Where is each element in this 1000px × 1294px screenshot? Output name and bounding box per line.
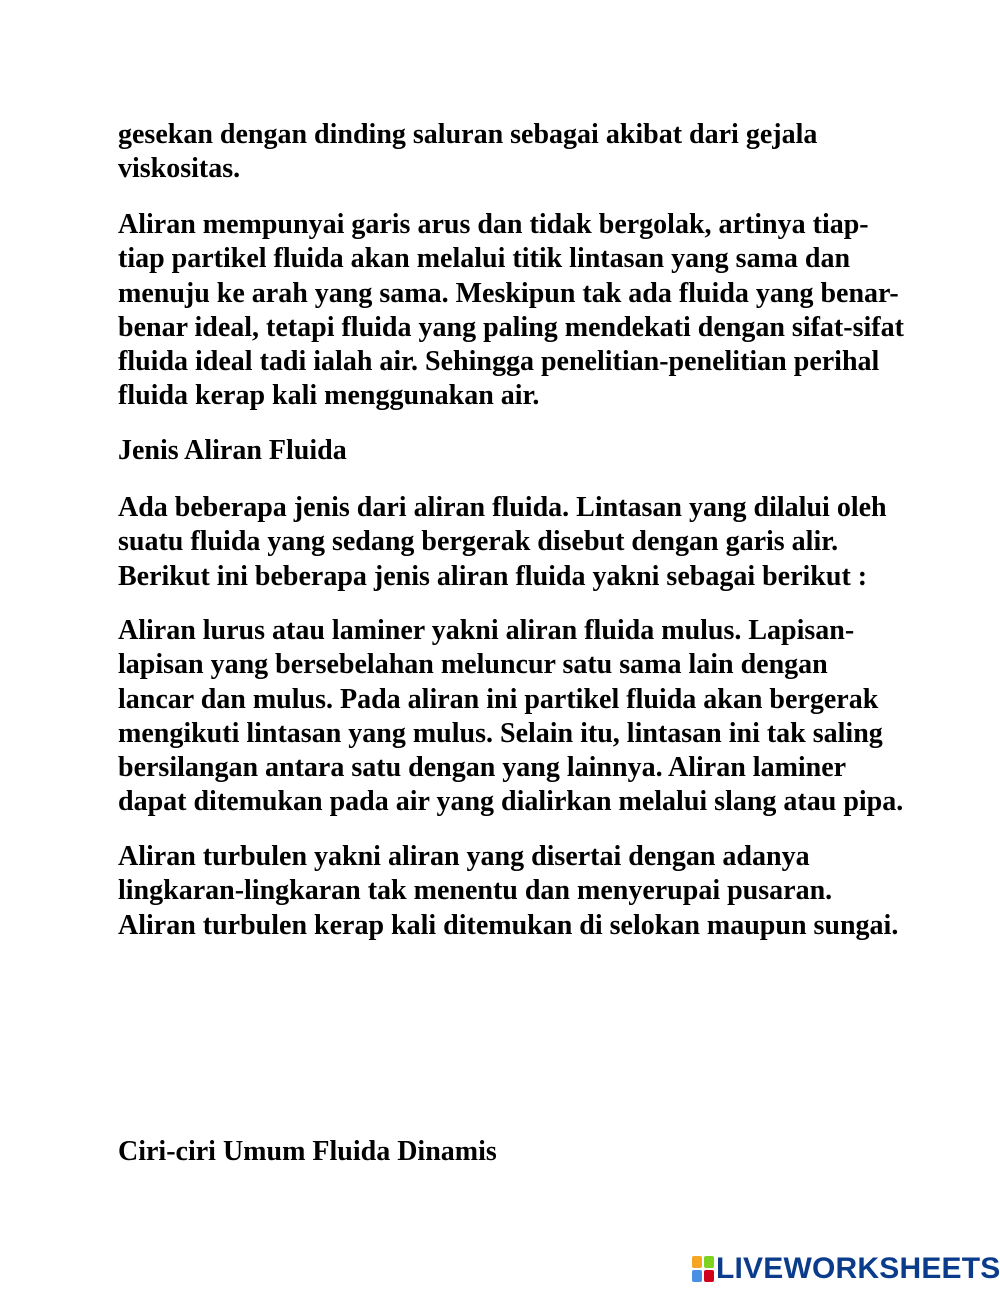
paragraph-aliran-ideal: Aliran mempunyai garis arus dan tidak bergolak, artinya tiap- tiap partikel fluida akan melalui titik lintasan yang sama dan menuju ke arah yang sama. Meskipun tak ada fluida yang benar- benar ideal, tetapi fluida yang paling mendekati dengan sifat-sifat fluida ideal tadi ialah air. Sehingga penelitian-penelitian perihal fluida kerap kali menggunakan air.	[118, 209, 904, 412]
liveworksheets-logo-text: LIVEWORKSHEETS	[716, 1252, 1000, 1285]
liveworksheets-watermark	[692, 1253, 1000, 1285]
liveworksheets-logo-icon	[692, 1256, 714, 1282]
paragraph-viskositas: gesekan dengan dinding saluran sebagai akibat dari gejala viskositas.	[118, 119, 818, 185]
paragraph-aliran-laminer: Aliran lurus atau laminer yakni aliran fluida mulus. Lapisan- lapisan yang bersebelahan meluncur satu sama lain dengan lancar dan mulus. Pada aliran ini partikel fluida akan bergerak mengikuti lintasan yang mulus. Selain itu, lintasan ini tak saling bersilangan antara satu dengan yang lainnya. Aliran laminer dapat ditemukan pada air yang dialirkan melalui slang atau pipa.	[118, 615, 904, 818]
paragraph-jenis-aliran: Ada beberapa jenis dari aliran fluida. Lintasan yang dilalui oleh suatu fluida yang sedang bergerak disebut dengan garis alir. Berikut ini beberapa jenis aliran fluida yakni sebagai berikut :	[118, 492, 887, 592]
heading-ciri-ciri-fluida-dinamis: Ciri-ciri Umum Fluida Dinamis	[118, 1136, 497, 1167]
paragraph-aliran-turbulen: Aliran turbulen yakni aliran yang disertai dengan adanya lingkaran-lingkaran tak menentu dan menyerupai pusaran. Aliran turbulen kerap kali ditemukan di selokan maupun sungai.	[118, 841, 899, 941]
heading-jenis-aliran-fluida: Jenis Aliran Fluida	[118, 435, 347, 466]
